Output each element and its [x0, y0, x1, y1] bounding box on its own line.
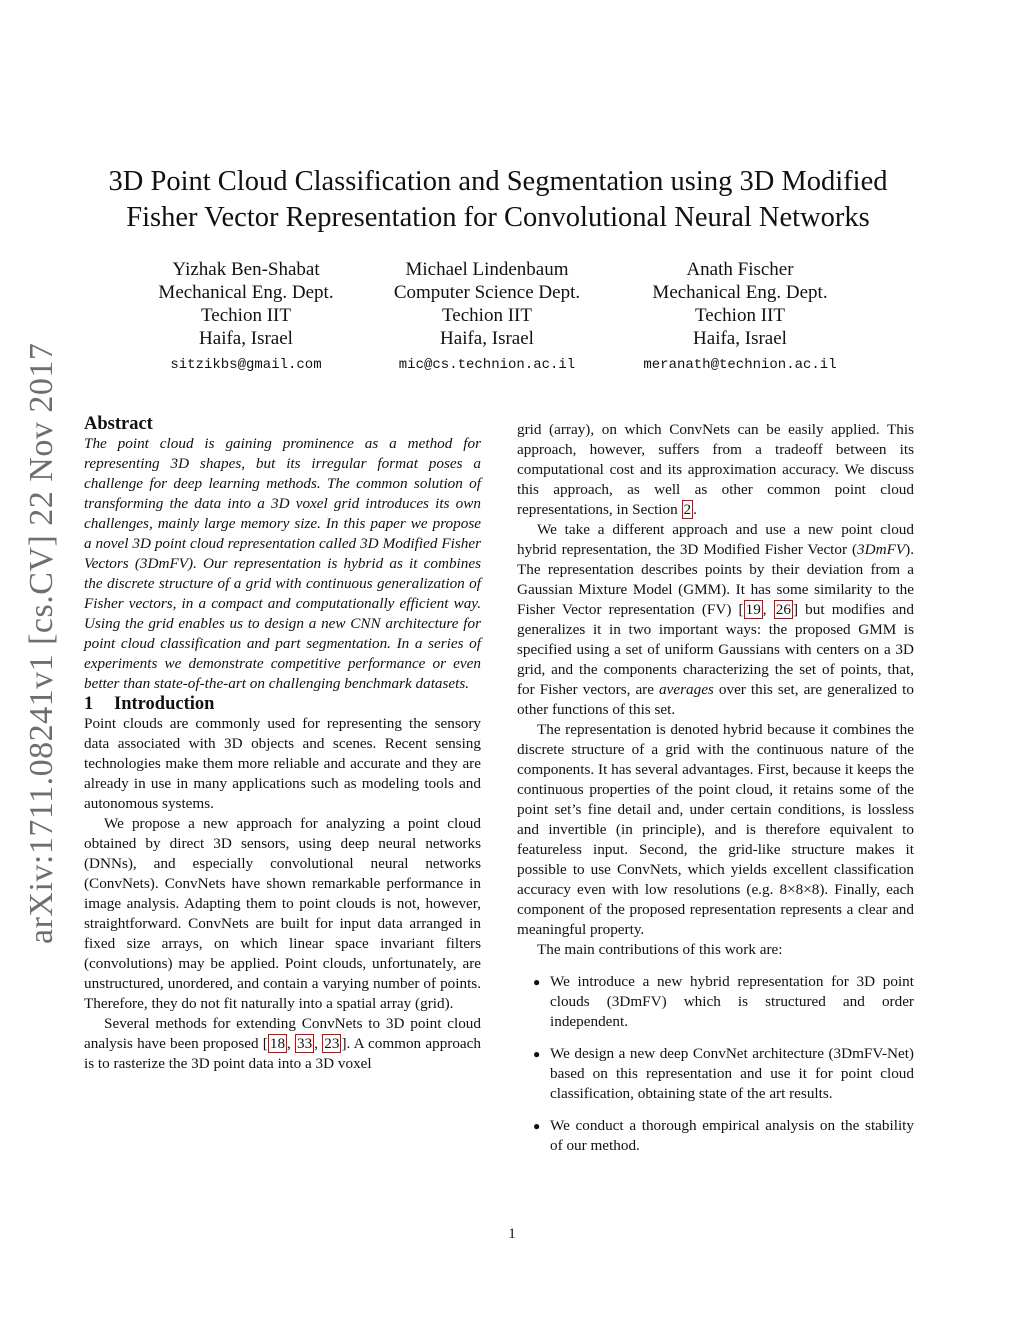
right-column [517, 420, 914, 1168]
list-item-text: We introduce a new hybrid representation for 3D point clouds (3DmFV) which is structured and order independent. [550, 973, 914, 1030]
emphasis-text: averages [659, 681, 714, 698]
intro-paragraph-2: We propose a new approach for analyzing a point cloud obtained by direct 3D sensors, using deep neural networks (DNNs), and especially convolutional neural networks (ConvNets). ConvNets have shown remarkable performance in image analysis. Adapting them to point clouds is not, however, straightforward. ConvNets are built for input data arranged in fixed size arrays, on which linear space invariant filters (convolutions) may be applied. Point clouds, unfortunately, are unstructured, unordered, and contain a varying number of points. Therefore, they do not fit naturally into a spatial array (grid). [84, 815, 481, 1012]
author-name: Anath Fischer [686, 259, 794, 280]
contributions-list [517, 972, 914, 1156]
author-loc: Haifa, Israel [440, 328, 534, 349]
author-inst: Techion IIT [695, 305, 785, 326]
section-heading-introduction [84, 694, 481, 714]
author-dept: Mechanical Eng. Dept. [652, 282, 828, 303]
section-title: Introduction [114, 694, 215, 714]
author-inst: Techion IIT [201, 305, 291, 326]
author-email[interactable]: meranath@technion.ac.il [643, 357, 837, 373]
author-name: Yizhak Ben-Shabat [172, 259, 320, 280]
author-2 [347, 258, 627, 377]
author-block [106, 258, 886, 378]
paper-title [80, 164, 916, 236]
list-item-text: We design a new deep ConvNet architecture (3DmFV-Net) based on this representation and use it for point cloud classification, obtaining state of the art results. [550, 1045, 914, 1102]
author-email[interactable]: mic@cs.technion.ac.il [398, 357, 576, 373]
text-run: We take a different approach and use a new point cloud hybrid representation, the 3D Modified Fisher Vector ( [517, 521, 914, 558]
text-run: over this set, are generalized to other functions of this set. [517, 681, 914, 718]
bullet-icon: ● [533, 1119, 541, 1133]
section-number: 1 [84, 694, 94, 714]
author-loc: Haifa, Israel [693, 328, 787, 349]
author-dept: Mechanical Eng. Dept. [158, 282, 334, 303]
text-run: grid (array), on which ConvNets can be easily applied. This approach, however, suffers from a tradeoff between its computational cost and its approximation accuracy. We discuss this approach, as well as other common point cloud representations, in Section [517, 421, 914, 518]
left-column [84, 414, 481, 1074]
list-item [517, 1044, 914, 1104]
citation-link[interactable]: 33 [297, 1035, 313, 1052]
abstract-text: The point cloud is gaining prominence as a method for representing 3D shapes, but its irregular format poses a challenge for deep learning methods. The common solution of transforming the data into a 3D voxel grid introduces its own challenges, mainly large memory size. In this paper we propose a novel 3D point cloud representation called 3D Modified Fisher Vectors (3DmFV). Our representation is hybrid as it combines the discrete structure of a grid with continuous generalization of Fisher vectors, in a compact and computationally efficient way. Using the grid enables us to design a new CNN architecture for point cloud classification and part segmentation. In a series of experiments we demonstrate competitive performance or even better than state-of-the-art on challenging benchmark datasets. [84, 435, 481, 692]
title-line-1: 3D Point Cloud Classification and Segmentation using 3D Modified [108, 166, 888, 197]
right-paragraph-2: We take a different approach and use a new point cloud hybrid representation, the 3D Modified Fisher Vector (3DmFV). The representation describes points by their deviation from a Gaussian Mixture Model (GMM). It has some similarity to the Fisher Vector representation (FV) [ 19 , 26 ] but modifies and generalizes it in two important ways: the proposed GMM is specified using a set of uniform Gaussians with centers on a 3D grid, and the components characterizing the set of points, that, for Fisher vectors, are averages over this set, are generalized to other functions of this set. [517, 521, 914, 718]
intro-paragraph-3: Several methods for extending ConvNets to 3D point cloud analysis have been proposed [ 18 , 33 , 23 ]. A common approach is to rasterize the 3D point data into a 3D voxel [84, 1015, 482, 1072]
list-item-text: We conduct a thorough empirical analysis on the stability of our method. [550, 1117, 914, 1154]
right-paragraph-4: The main contributions of this work are: [537, 941, 783, 958]
author-email[interactable]: sitzikbs@gmail.com [170, 357, 322, 373]
author-dept: Computer Science Dept. [393, 282, 581, 303]
author-3 [600, 258, 880, 377]
title-line-2: Fisher Vector Representation for Convolutional Neural Networks [126, 202, 870, 233]
right-paragraph-1 [517, 420, 914, 520]
author-name: Michael Lindenbaum [405, 259, 569, 280]
arxiv-stamp: arXiv:1711.08241v1 [cs.CV] 22 Nov 2017 [23, 342, 60, 944]
citation-link[interactable]: 19 [745, 601, 761, 618]
abstract-heading: Abstract [84, 414, 153, 434]
intro-paragraph-1: Point clouds are commonly used for representing the sensory data associated with 3D objects and scenes. Recent sensing technologies make them more reliable and accurate and they are already in use in many applications such as modeling tools and autonomous systems. [84, 715, 481, 812]
citation-link[interactable]: 18 [269, 1035, 286, 1052]
bullet-icon: ● [533, 975, 541, 989]
citation-link[interactable]: 23 [324, 1035, 340, 1052]
page-number: 1 [508, 1226, 516, 1242]
text-run: ]. A common approach is to rasterize the 3D point data into a 3D voxel [84, 1035, 482, 1072]
text-run: ] but modifies and generalizes it in two important ways: the proposed GMM is specified using a set of uniform Gaussians with centers on a 3D grid, and the components characterizing the set of points, that, for Fisher vectors, are [517, 601, 914, 698]
text-run: ). The representation describes points by their deviation from a Gaussian Mixture Model (GMM). It has some similarity to the Fisher Vector representation (FV) [ [517, 541, 914, 618]
author-loc: Haifa, Israel [199, 328, 293, 349]
author-1 [106, 258, 386, 377]
list-item [517, 972, 914, 1032]
text-run: . [693, 501, 697, 518]
emphasis-text: 3DmFV [857, 541, 906, 558]
author-inst: Techion IIT [442, 305, 532, 326]
bullet-icon: ● [533, 1047, 541, 1061]
section-link[interactable]: 2 [683, 501, 692, 518]
citation-link[interactable]: 26 [775, 601, 791, 618]
text-run: Several methods for extending ConvNets to 3D point cloud analysis have been proposed [ [84, 1015, 481, 1052]
list-item [517, 1116, 914, 1156]
right-paragraph-3: The representation is denoted hybrid because it combines the discrete structure of a grid with the continuous nature of the components. It has several advantages. First, because it keeps the continuous properties of the point cloud, it retains some of the point set’s fine detail and, under certain conditions, is lossless and invertible (in principle), and is therefore equivalent to featureless input. Second, the grid-like structure makes it possible to use ConvNets, which yields excellent classification accuracy even with low resolutions (e.g. 8×8×8). Finally, each component of the proposed representation represents a clear and meaningful property. [517, 721, 914, 938]
